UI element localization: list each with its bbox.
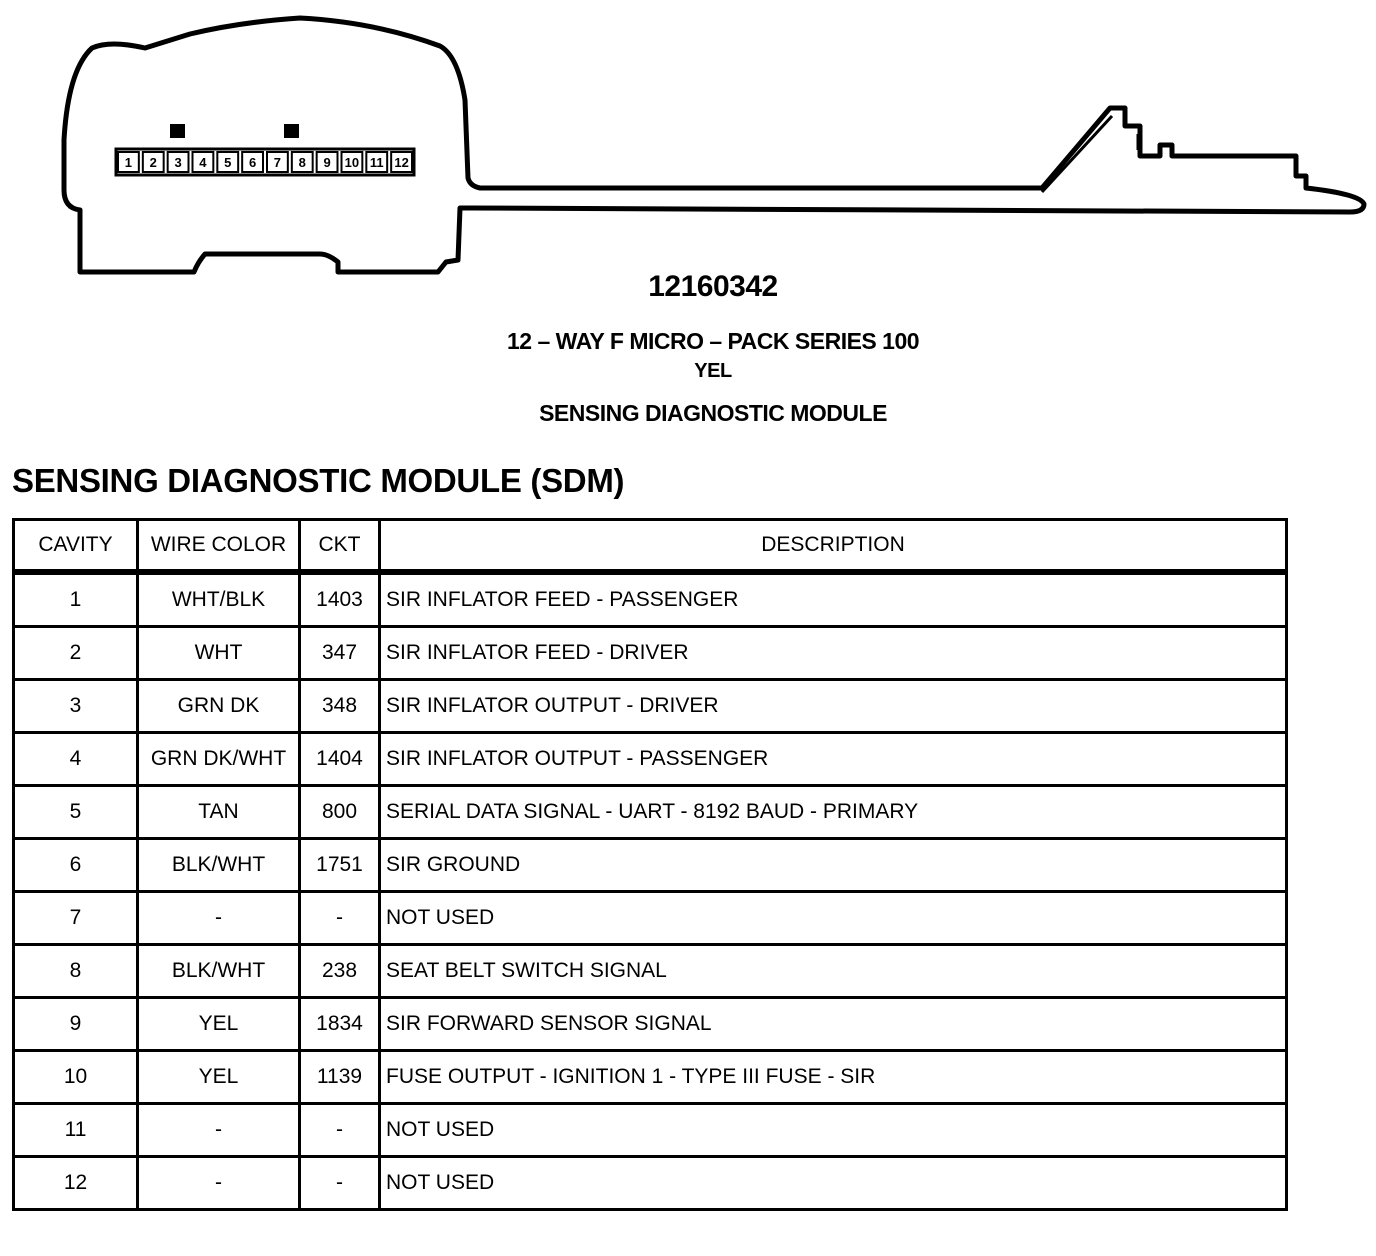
pin-number: 7 xyxy=(273,155,282,170)
cell-description: SIR FORWARD SENSOR SIGNAL xyxy=(380,998,1287,1051)
cell-wire-color: BLK/WHT xyxy=(138,945,300,998)
cell-cavity: 10 xyxy=(14,1051,138,1104)
table-row xyxy=(14,1157,1287,1210)
table-row xyxy=(14,627,1287,680)
pin-number: 11 xyxy=(369,155,384,170)
pinout-table xyxy=(12,518,1288,1211)
key-marker-right xyxy=(284,124,299,138)
pin-number: 12 xyxy=(394,155,409,170)
cell-cavity: 11 xyxy=(14,1104,138,1157)
cell-cavity: 7 xyxy=(14,892,138,945)
pin-number: 2 xyxy=(149,155,157,170)
pin-number: 3 xyxy=(174,155,182,170)
cell-ckt: - xyxy=(300,1157,380,1210)
cell-wire-color: - xyxy=(138,1157,300,1210)
cell-description: SIR INFLATOR FEED - DRIVER xyxy=(380,627,1287,680)
table-row xyxy=(14,839,1287,892)
table-row xyxy=(14,1104,1287,1157)
table-row xyxy=(14,680,1287,733)
cell-description: NOT USED xyxy=(380,1157,1287,1210)
cell-cavity: 8 xyxy=(14,945,138,998)
cell-cavity: 1 xyxy=(14,572,138,627)
cell-wire-color: GRN DK xyxy=(138,680,300,733)
pin-number: 4 xyxy=(199,155,207,170)
cell-wire-color: WHT xyxy=(138,627,300,680)
cell-ckt: 800 xyxy=(300,786,380,839)
cell-description: SEAT BELT SWITCH SIGNAL xyxy=(380,945,1287,998)
table-row xyxy=(14,945,1287,998)
cell-ckt: 1834 xyxy=(300,998,380,1051)
cell-ckt: - xyxy=(300,1104,380,1157)
cell-description: SIR INFLATOR FEED - PASSENGER xyxy=(380,572,1287,627)
cell-wire-color: WHT/BLK xyxy=(138,572,300,627)
pin-number: 6 xyxy=(248,155,257,170)
part-number: 12160342 xyxy=(648,270,778,303)
connector-drawing xyxy=(0,0,1376,290)
pin-number: 8 xyxy=(298,155,306,170)
connector-description: 12 – WAY F MICRO – PACK SERIES 100 xyxy=(506,328,920,354)
cell-ckt: 347 xyxy=(300,627,380,680)
connector-module-name: SENSING DIAGNOSTIC MODULE xyxy=(539,400,887,426)
cell-cavity: 9 xyxy=(14,998,138,1051)
cell-description: SERIAL DATA SIGNAL - UART - 8192 BAUD - PRIMARY xyxy=(380,786,1287,839)
header-ckt: CKT xyxy=(300,520,380,573)
cell-wire-color: YEL xyxy=(138,998,300,1051)
cell-cavity: 6 xyxy=(14,839,138,892)
table-row xyxy=(14,572,1287,627)
cell-ckt: 1403 xyxy=(300,572,380,627)
table-row xyxy=(14,998,1287,1051)
table-row xyxy=(14,1051,1287,1104)
cell-cavity: 4 xyxy=(14,733,138,786)
cell-description: SIR INFLATOR OUTPUT - DRIVER xyxy=(380,680,1287,733)
header-description: DESCRIPTION xyxy=(380,520,1287,573)
cell-ckt: 348 xyxy=(300,680,380,733)
cell-cavity: 3 xyxy=(14,680,138,733)
cell-description: NOT USED xyxy=(380,1104,1287,1157)
cell-wire-color: YEL xyxy=(138,1051,300,1104)
table-row xyxy=(14,786,1287,839)
cell-ckt: 1139 xyxy=(300,1051,380,1104)
cell-description: FUSE OUTPUT - IGNITION 1 - TYPE III FUSE - SIR xyxy=(380,1051,1287,1104)
section-title: SENSING DIAGNOSTIC MODULE (SDM) xyxy=(12,462,625,499)
cell-description: NOT USED xyxy=(380,892,1287,945)
table-row xyxy=(14,733,1287,786)
cell-wire-color: - xyxy=(138,1104,300,1157)
cell-cavity: 2 xyxy=(14,627,138,680)
cell-ckt: 238 xyxy=(300,945,380,998)
header-wire-color: WIRE COLOR xyxy=(138,520,300,573)
table-header-row xyxy=(14,520,1287,573)
cell-ckt: - xyxy=(300,892,380,945)
pin-number: 9 xyxy=(323,155,331,170)
cell-description: SIR INFLATOR OUTPUT - PASSENGER xyxy=(380,733,1287,786)
connector-housing-outline xyxy=(64,18,1364,272)
pin-number: 1 xyxy=(124,155,133,170)
cell-wire-color: BLK/WHT xyxy=(138,839,300,892)
connector-color: YEL xyxy=(694,360,732,382)
table-row xyxy=(14,892,1287,945)
pin-number: 5 xyxy=(224,155,232,170)
cell-ckt: 1751 xyxy=(300,839,380,892)
cell-wire-color: GRN DK/WHT xyxy=(138,733,300,786)
cell-wire-color: TAN xyxy=(138,786,300,839)
cell-cavity: 5 xyxy=(14,786,138,839)
pin-number: 10 xyxy=(344,155,360,170)
key-marker-left xyxy=(170,124,185,138)
header-cavity: CAVITY xyxy=(14,520,138,573)
cell-cavity: 12 xyxy=(14,1157,138,1210)
cell-description: SIR GROUND xyxy=(380,839,1287,892)
cell-wire-color: - xyxy=(138,892,300,945)
cell-ckt: 1404 xyxy=(300,733,380,786)
